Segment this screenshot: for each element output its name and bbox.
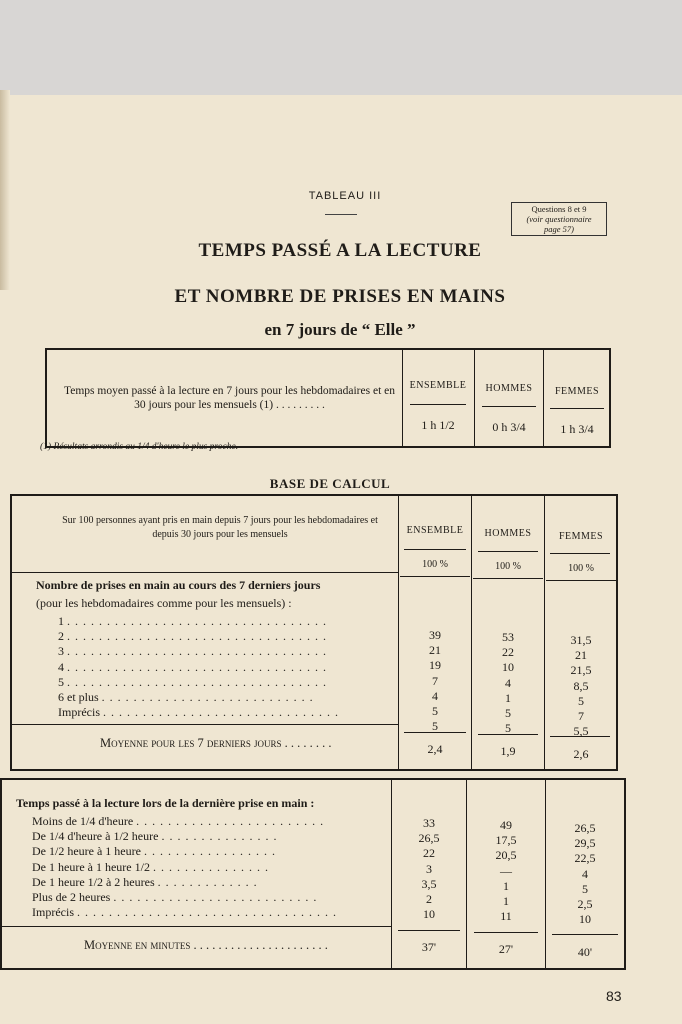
summary-value-hommes: 0 h 3/4 bbox=[492, 420, 526, 434]
time-average-femmes: 40' bbox=[577, 945, 593, 959]
summary-col-hommes: HOMMES bbox=[485, 383, 533, 394]
cell-femmes: 5 bbox=[578, 693, 584, 708]
time-average-hommes: 27' bbox=[498, 942, 514, 956]
summary-col-divider-1 bbox=[402, 350, 403, 446]
summary-rule-1 bbox=[410, 404, 466, 405]
footnote: (1) Résultats arrondis au 1/4 d'heure le plus proche. bbox=[40, 442, 239, 452]
frequency-row bbox=[58, 660, 398, 675]
cell-ensemble: 22 bbox=[423, 846, 435, 861]
cell-hommes: 5 bbox=[505, 706, 511, 721]
base-value-femmes: 100 % bbox=[568, 563, 594, 574]
base-col-femmes: FEMMES bbox=[558, 531, 604, 542]
base-value-hommes: 100 % bbox=[495, 561, 521, 572]
row-label: De 1/4 d'heure à 1/2 heure bbox=[32, 829, 159, 844]
summary-description: Temps moyen passé à la lecture en 7 jours pour les hebdomadaires et en 30 jours pour les mensuels (1) . . . . . . . . . bbox=[64, 385, 395, 411]
title-divider bbox=[325, 214, 357, 215]
frequency-row bbox=[58, 705, 398, 720]
cell-hommes: 1 bbox=[503, 894, 509, 909]
summary-col-divider-3 bbox=[543, 350, 544, 446]
title-line-3: en 7 jours de “ Elle ” bbox=[264, 320, 416, 339]
frequency-row bbox=[58, 675, 398, 690]
base-col-rule-5 bbox=[473, 578, 543, 579]
row-label: Plus de 2 heures bbox=[32, 890, 111, 905]
cell-ensemble: 10 bbox=[423, 907, 435, 922]
row-label: 5 bbox=[58, 674, 64, 689]
time-average-ensemble: 37' bbox=[421, 940, 437, 954]
base-heading: BASE DE CALCUL bbox=[269, 476, 391, 491]
base-average-hommes: 1,9 bbox=[500, 744, 516, 758]
cell-ensemble: 2 bbox=[426, 892, 432, 907]
time-row bbox=[32, 844, 388, 859]
summary-value-femmes: 1 h 3/4 bbox=[560, 422, 594, 436]
time-col-divider-3 bbox=[545, 780, 546, 968]
base-hommes-column bbox=[473, 630, 543, 736]
base-col-divider-3 bbox=[544, 496, 545, 769]
summary-col-ensemble: ENSEMBLE bbox=[409, 380, 467, 391]
cell-femmes: 5,5 bbox=[573, 724, 589, 739]
cell-ensemble: 5 bbox=[432, 719, 438, 734]
base-value-ensemble: 100 % bbox=[422, 559, 448, 570]
cell-femmes: 5 bbox=[582, 881, 588, 896]
time-hommes-column bbox=[468, 818, 544, 924]
time-row bbox=[32, 814, 388, 829]
cell-hommes: 1 bbox=[505, 690, 511, 705]
time-row bbox=[32, 829, 388, 844]
base-col-rule-4 bbox=[400, 576, 470, 577]
frequency-row bbox=[58, 629, 398, 644]
summary-rule-3 bbox=[550, 408, 604, 409]
cell-ensemble: 5 bbox=[432, 704, 438, 719]
time-row bbox=[32, 860, 388, 875]
cell-ensemble: 3 bbox=[426, 861, 432, 876]
leader-dots: . . . . . . . . . . . . . . . . . . . . . . . . . . . . . . . . . bbox=[67, 674, 327, 689]
cell-ensemble: 19 bbox=[429, 658, 441, 673]
page-number: 83 bbox=[606, 988, 622, 1004]
row-label: De 1 heure 1/2 à 2 heures bbox=[32, 874, 155, 889]
summary-value-ensemble: 1 h 1/2 bbox=[421, 418, 455, 432]
leader-dots: . . . . . . . . . . . . . . . bbox=[152, 859, 269, 874]
cell-hommes: — bbox=[500, 863, 512, 878]
frequency-row bbox=[58, 644, 398, 659]
cell-ensemble: 39 bbox=[429, 628, 441, 642]
cell-hommes: 11 bbox=[500, 909, 512, 924]
summary-col-femmes: FEMMES bbox=[554, 386, 600, 397]
base-average-femmes: 2,6 bbox=[573, 747, 589, 761]
leader-dots: . . . . . . . . . . . . . . . . . . . . . . . . . . bbox=[113, 890, 318, 905]
cell-femmes: 21,5 bbox=[570, 663, 592, 678]
row-label: Imprécis bbox=[32, 905, 74, 920]
time-row bbox=[32, 905, 388, 920]
row-label: 3 bbox=[58, 644, 64, 659]
base-header-rule bbox=[12, 572, 398, 573]
time-col-divider-1 bbox=[391, 780, 392, 968]
row-label: 1 bbox=[58, 614, 64, 628]
row-label: Imprécis bbox=[58, 705, 100, 720]
time-femmes-column bbox=[547, 821, 623, 927]
title-line-2: ET NOMBRE DE PRISES EN MAINS bbox=[174, 286, 506, 307]
time-average-rule-3 bbox=[552, 934, 618, 935]
cell-femmes: 10 bbox=[579, 912, 591, 927]
row-label: Moins de 1/4 d'heure bbox=[32, 814, 134, 828]
leader-dots: . . . . . . . . . . . . . . . . . . . . . . . . bbox=[136, 814, 325, 828]
cell-femmes: 22,5 bbox=[574, 851, 596, 866]
leader-dots: . . . . . . . . . . . . . . . . . . . . . . . . . . . . . . . . . bbox=[67, 629, 327, 644]
cell-ensemble: 4 bbox=[432, 688, 438, 703]
table-label: TABLEAU III bbox=[308, 190, 382, 202]
cell-femmes: 4 bbox=[582, 866, 588, 881]
leader-dots: . . . . . . . . . . . . . . . bbox=[161, 829, 278, 844]
time-ensemble-column bbox=[393, 816, 465, 922]
base-col-divider-1 bbox=[398, 496, 399, 769]
cell-ensemble: 33 bbox=[423, 816, 435, 830]
time-average-rule-2 bbox=[474, 932, 538, 933]
leader-dots: . . . . . . . . . . . . . . . . . . . . . . . . . . . . . . . . . bbox=[67, 659, 327, 674]
cell-femmes: 26,5 bbox=[574, 821, 596, 835]
base-col-rule-3 bbox=[550, 553, 610, 554]
cell-ensemble: 26,5 bbox=[418, 831, 440, 846]
cell-hommes: 5 bbox=[505, 721, 511, 736]
base-col-rule-6 bbox=[546, 580, 616, 581]
leader-dots: . . . . . . . . . . . . . . . . . . . . . . . . . . . . . . . . . bbox=[67, 614, 327, 628]
cell-ensemble: 7 bbox=[432, 673, 438, 688]
time-row bbox=[32, 875, 388, 890]
base-section-subtitle: (pour les hebdomadaires comme pour les mensuels) : bbox=[36, 596, 292, 610]
row-label: De 1 heure à 1 heure 1/2 bbox=[32, 859, 150, 874]
base-col-ensemble: ENSEMBLE bbox=[406, 525, 464, 536]
base-section-title: Nombre de prises en main au cours des 7 derniers jours bbox=[36, 578, 321, 592]
cell-hommes: 20,5 bbox=[495, 848, 517, 863]
cell-hommes: 1 bbox=[503, 878, 509, 893]
cell-hommes: 22 bbox=[502, 645, 514, 660]
questions-reference-box bbox=[511, 202, 607, 236]
base-average-rule-2 bbox=[478, 734, 538, 735]
time-average-label: Moyenne en minutes . . . . . . . . . . . . . . . . . . . . . . bbox=[84, 938, 328, 952]
time-section-title: Temps passé à la lecture lors de la dernière prise en main : bbox=[16, 796, 315, 810]
base-ensemble-column bbox=[400, 628, 470, 734]
base-average-rule bbox=[12, 724, 398, 725]
cell-femmes: 2,5 bbox=[577, 897, 593, 912]
time-rows bbox=[32, 814, 388, 920]
cell-hommes: 4 bbox=[505, 675, 511, 690]
title-line-1: TEMPS PASSÉ A LA LECTURE bbox=[198, 240, 482, 261]
leader-dots: . . . . . . . . . . . . . . . . . . . . . . . . . . . . . . . . . bbox=[67, 644, 327, 659]
frequency-row bbox=[58, 690, 398, 705]
base-femmes-column bbox=[546, 633, 616, 739]
row-label: 4 bbox=[58, 659, 64, 674]
questions-ref-line1: Questions 8 et 9 bbox=[531, 204, 587, 214]
base-average-label: Moyenne pour les 7 derniers jours . . . . . . . . bbox=[100, 736, 332, 750]
summary-col-divider-2 bbox=[474, 350, 475, 446]
base-col-divider-2 bbox=[471, 496, 472, 769]
leader-dots: . . . . . . . . . . . . . . . . . . . . . . . . . . . . . . . . . bbox=[76, 905, 337, 920]
cell-femmes: 8,5 bbox=[573, 678, 589, 693]
frequency-row bbox=[58, 614, 398, 629]
leader-dots: . . . . . . . . . . . . . . . . . bbox=[143, 844, 276, 859]
base-col-rule-2 bbox=[478, 551, 538, 552]
base-col-rule-1 bbox=[404, 549, 466, 550]
questions-ref-line2: (voir questionnaire bbox=[526, 214, 592, 224]
time-average-rule bbox=[2, 926, 391, 927]
cell-femmes: 29,5 bbox=[574, 836, 596, 851]
base-average-rule-3 bbox=[550, 736, 610, 737]
base-col-hommes: HOMMES bbox=[484, 528, 532, 539]
frequency-rows bbox=[58, 614, 398, 720]
cell-ensemble: 3,5 bbox=[421, 876, 437, 891]
questions-ref-line3: page 57) bbox=[544, 224, 574, 234]
base-header-text: Sur 100 personnes ayant pris en main depuis 7 jours pour les hebdomadaires et depuis 30 jours pour les mensuels bbox=[62, 515, 378, 540]
time-row bbox=[32, 890, 388, 905]
leader-dots: . . . . . . . . . . . . . . . . . . . . . . . . . . . bbox=[101, 690, 314, 705]
time-average-rule-1 bbox=[398, 930, 460, 931]
base-average-rule-1 bbox=[404, 732, 466, 733]
cell-hommes: 10 bbox=[502, 660, 514, 675]
summary-rule-2 bbox=[482, 406, 536, 407]
row-label: De 1/2 heure à 1 heure bbox=[32, 844, 141, 859]
row-label: 2 bbox=[58, 629, 64, 644]
cell-femmes: 7 bbox=[578, 709, 584, 724]
cell-ensemble: 21 bbox=[429, 643, 441, 658]
book-spine bbox=[0, 90, 10, 290]
cell-hommes: 49 bbox=[500, 818, 512, 832]
leader-dots: . . . . . . . . . . . . . . . . . . . . . . . . . . . . . . bbox=[102, 705, 339, 720]
row-label: 6 et plus bbox=[58, 690, 99, 705]
base-average-ensemble: 2,4 bbox=[427, 742, 443, 756]
cell-hommes: 17,5 bbox=[495, 833, 517, 848]
cell-femmes: 21 bbox=[575, 648, 587, 663]
time-col-divider-2 bbox=[466, 780, 467, 968]
cell-femmes: 31,5 bbox=[570, 633, 592, 647]
cell-hommes: 53 bbox=[502, 630, 514, 644]
leader-dots: . . . . . . . . . . . . . bbox=[157, 874, 258, 889]
